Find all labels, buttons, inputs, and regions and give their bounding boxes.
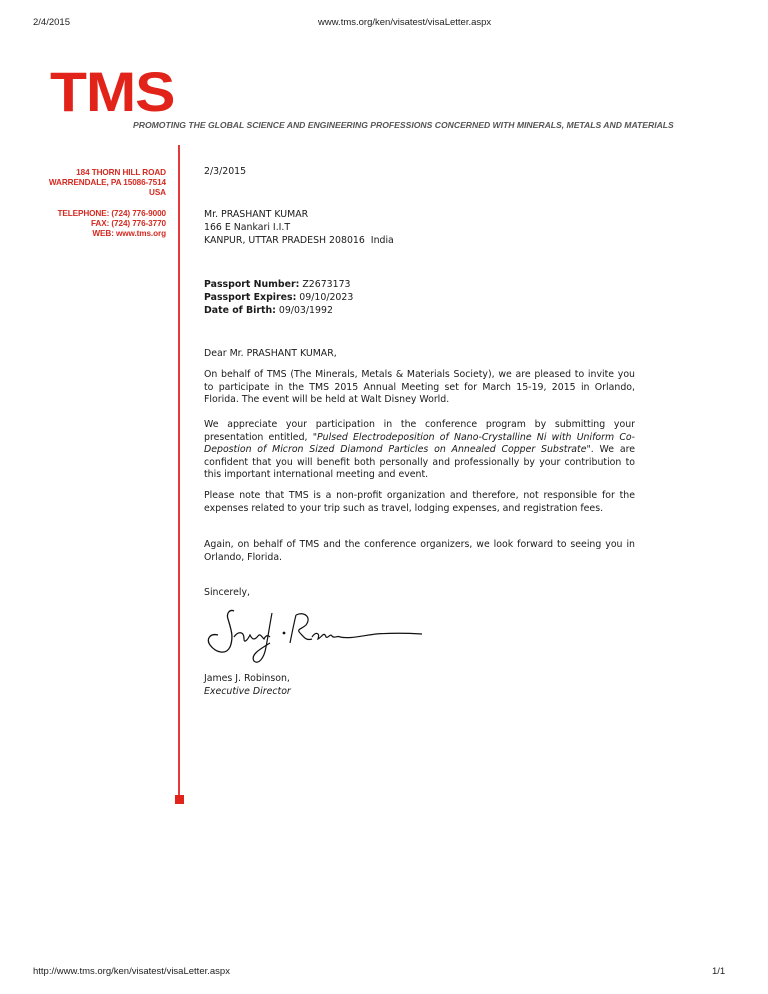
recipient-name: Mr. PRASHANT KUMAR bbox=[204, 209, 309, 220]
passport-expires: 09/10/2023 bbox=[299, 292, 354, 303]
dob-label: Date of Birth: bbox=[204, 305, 276, 316]
signatory-title: Executive Director bbox=[204, 686, 291, 697]
letterhead-marker bbox=[175, 795, 184, 804]
tagline: PROMOTING THE GLOBAL SCIENCE AND ENGINEERING PROFESSIONS CONCERNED WITH MINERALS, METALS AND MATERIALS bbox=[133, 120, 674, 130]
letter-date: 2/3/2015 bbox=[204, 166, 247, 177]
paragraph-3: Please note that TMS is a non-profit organization and therefore, not responsible for the expenses related to your trip such as travel, lodging expenses, and registration fees. bbox=[204, 490, 635, 514]
paragraph-2-end: ". We are confident that you will benefit both personally and professionally by your contribution to this important international meeting and event. bbox=[204, 444, 635, 481]
fax: FAX: (724) 776-3770 bbox=[90, 219, 166, 228]
address-country: USA bbox=[149, 188, 166, 197]
closing: Sincerely, bbox=[204, 587, 250, 598]
dob-line bbox=[204, 305, 635, 318]
letterhead-rule bbox=[178, 145, 180, 795]
paragraph-2-start: We appreciate your participation in the conference program by submitting your presentation entitled, " bbox=[204, 419, 635, 443]
recipient-address-2: KANPUR, UTTAR PRADESH 208016 India bbox=[204, 235, 394, 246]
passport-number-line bbox=[204, 279, 635, 292]
paragraph-1: On behalf of TMS (The Minerals, Metals & Materials Society), we are pleased to invite you to participate in the TMS 2015 Annual Meeting set for March 15-19, 2015 in Orlando, Florida. The event will be held at Walt Disney World. bbox=[204, 369, 635, 406]
salutation: Dear Mr. PRASHANT KUMAR, bbox=[204, 348, 337, 359]
telephone: TELEPHONE: (724) 776-9000 bbox=[57, 209, 166, 218]
tms-logo: TMS bbox=[50, 60, 175, 123]
print-url-header: www.tms.org/ken/visatest/visaLetter.aspx bbox=[318, 17, 492, 28]
website: WEB: www.tms.org bbox=[92, 229, 166, 238]
passport-number-label: Passport Number: bbox=[204, 279, 300, 290]
passport-expires-line bbox=[204, 292, 635, 305]
print-page-number: 1/1 bbox=[712, 966, 726, 977]
recipient-address-1: 166 E Nankari I.I.T bbox=[204, 222, 291, 233]
paragraph-4: Again, on behalf of TMS and the conference organizers, we look forward to seeing you in Orlando, Florida. bbox=[204, 539, 635, 563]
dob: 09/03/1992 bbox=[278, 305, 333, 316]
address-city: WARRENDALE, PA 15086-7514 bbox=[48, 178, 166, 187]
print-url-footer: http://www.tms.org/ken/visatest/visaLetter.aspx bbox=[33, 966, 230, 977]
passport-expires-label: Passport Expires: bbox=[204, 292, 297, 303]
signature-image bbox=[200, 603, 430, 673]
print-date: 2/4/2015 bbox=[33, 17, 70, 28]
paragraph-2 bbox=[204, 419, 635, 482]
address-street: 184 THORN HILL ROAD bbox=[76, 168, 166, 177]
passport-number: Z2673173 bbox=[302, 279, 351, 290]
signatory-name: James J. Robinson, bbox=[204, 673, 290, 684]
presentation-title: Pulsed Electrodeposition of Nano-Crystalline Ni with Uniform Co-Depostion of Micron Sized Diamond Particles on Annealed Copper Substrate bbox=[204, 431, 635, 456]
